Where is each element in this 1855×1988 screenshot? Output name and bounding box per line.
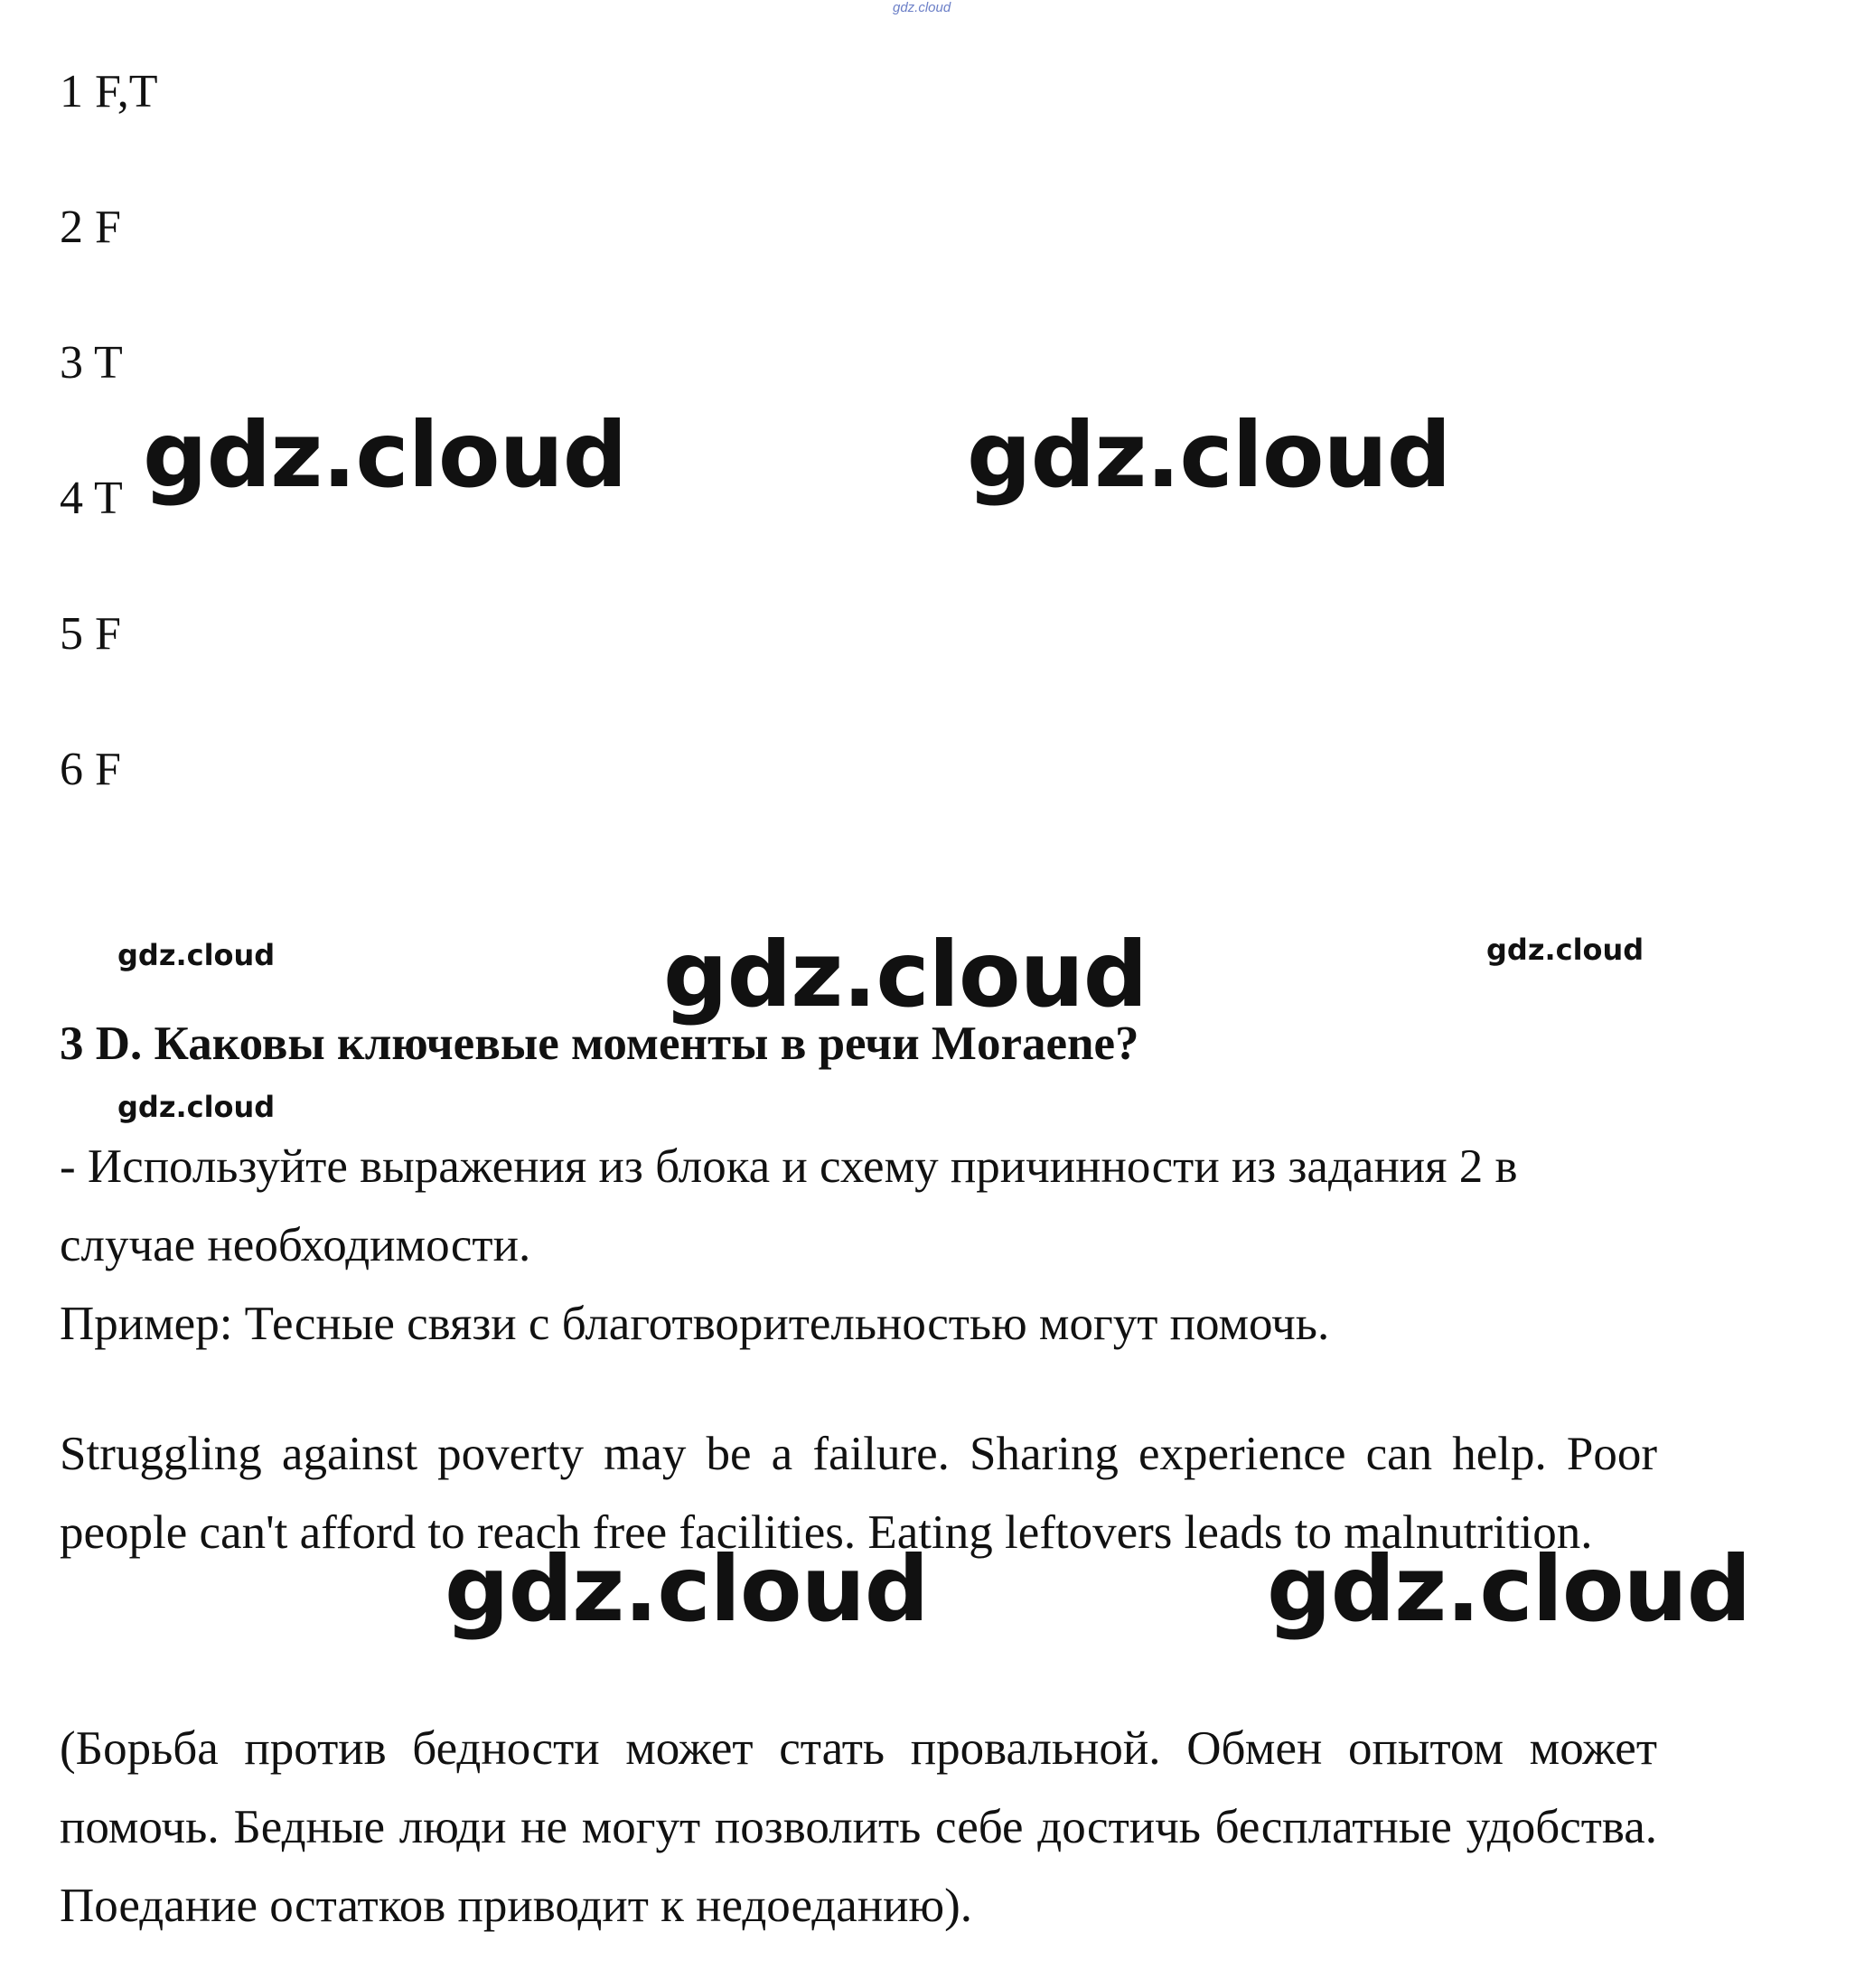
answer-item-4: 4 T [60,473,123,524]
watermark-small: gdz.cloud [117,938,276,972]
answer-item-3: 3 T [60,337,123,389]
watermark: gdz.cloud [143,402,627,508]
section-heading: 3 D. Каковы ключевые моменты в речи Moraene? [60,1017,1139,1070]
answer-item-2: 2 F [60,202,121,253]
watermark: gdz.cloud [967,402,1451,508]
watermark: gdz.cloud [1267,1536,1751,1642]
example-text: Пример: Тесные связи с благотворительностью могут помочь. [60,1298,1330,1350]
answer-item-1: 1 F,T [60,66,158,117]
watermark: gdz.cloud [445,1536,929,1642]
answer-english: Struggling against poverty may be a failure. Sharing experience can help. Poor people can't afford to reach free facilities. Eating leftovers leads to malnutrition. [60,1428,1657,1559]
answer-russian: (Борьба против бедности может стать провальной. Обмен опытом может помочь. Бедные люди не могут позволить себе достичь бесплатные удобства. Поедание остатков приводит к недоеданию). [60,1722,1657,1932]
watermark: gdz.cloud [663,922,1148,1027]
watermark-small: gdz.cloud [1486,933,1644,967]
answer-item-6: 6 F [60,744,121,795]
answer-item-5: 5 F [60,608,121,660]
instruction-text: - Используйте выражения из блока и схему причинности из задания 2 в случае необходимости. [60,1140,1518,1271]
watermark-small: gdz.cloud [117,1090,276,1124]
top-watermark: gdz.cloud [893,0,951,15]
